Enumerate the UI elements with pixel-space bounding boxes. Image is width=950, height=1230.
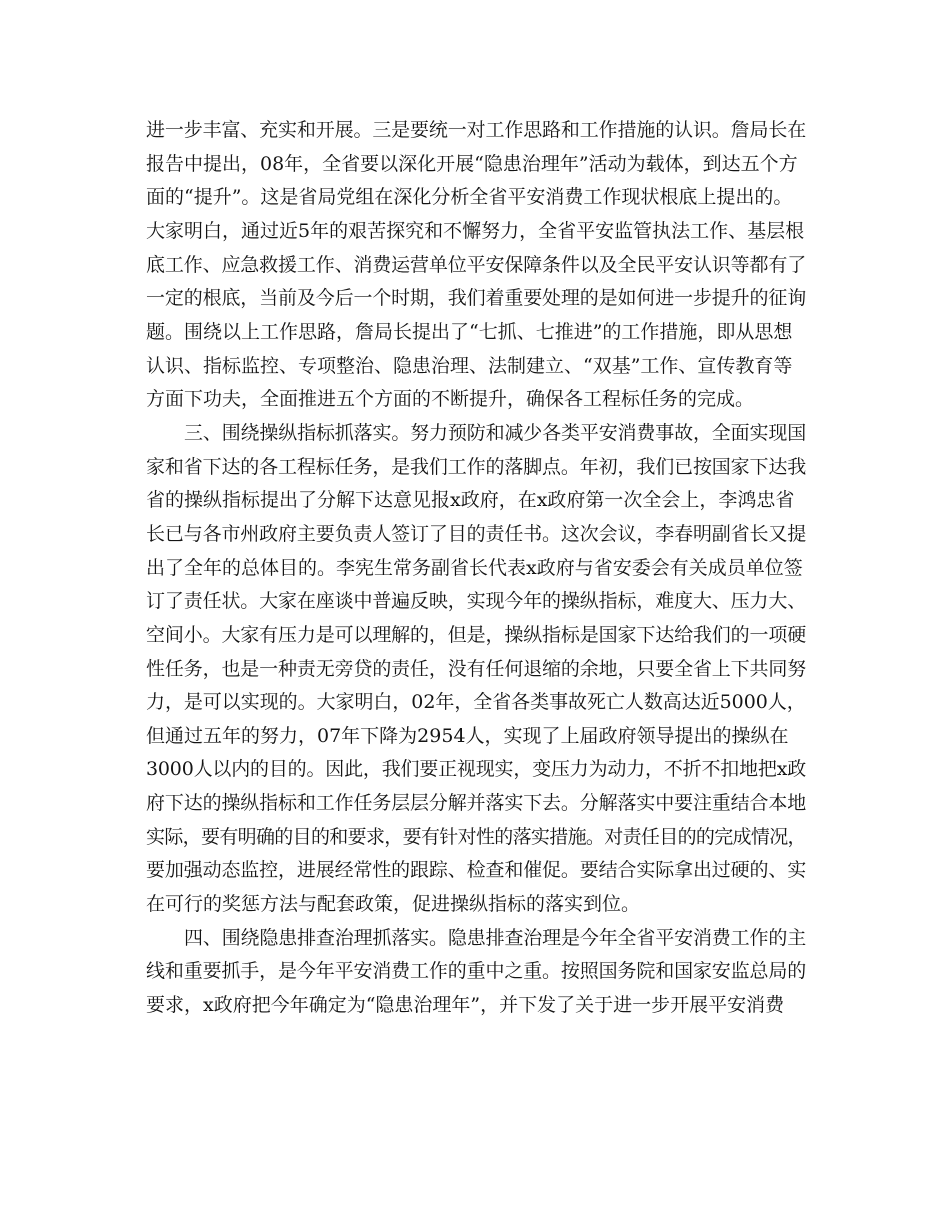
text-line: 报告中提出，08年，全省要以深化开展“隐患治理年”活动为载体，到达五个方 — [146, 152, 798, 175]
text-line: 要求，x政府把今年确定为“隐患治理年”，并下发了关于进一步开展平安消费 — [146, 994, 785, 1017]
text-line: 线和重要抓手，是今年平安消费工作的重中之重。按照国务院和国家安监总局的 — [146, 960, 807, 983]
document-body-text — [146, 114, 806, 1023]
text-line: 题。围绕以上工作思路，詹局长提出了“七抓、七推进”的工作措施，即从思想 — [146, 320, 793, 343]
text-line: 省的操纵指标提出了分解下达意见报x政府，在x政府第一次全会上，李鸿忠省 — [146, 489, 795, 512]
paragraph-first-line: 四、围绕隐患排查治理抓落实。隐患排查治理是今年全省平安消费工作的主 — [184, 926, 807, 949]
text-line: 进一步丰富、充实和开展。三是要统一对工作思路和工作措施的认识。詹局长在 — [146, 119, 807, 141]
text-line: 性任务，也是一种责无旁贷的责任，没有任何退缩的余地，只要全省上下共同努 — [146, 657, 807, 680]
text-line: 家和省下达的各工程标任务，是我们工作的落脚点。年初，我们已按国家下达我 — [146, 455, 807, 478]
text-line: 长已与各市州政府主要负责人签订了目的责任书。这次会议，李春明副省长又提 — [146, 522, 807, 545]
paragraph-first-line: 三、围绕操纵指标抓落实。努力预防和减少各类平安消费事故，全面实现国 — [184, 421, 807, 444]
text-line: 实际，要有明确的目的和要求，要有针对性的落实措施。对责任目的的完成情况， — [146, 825, 806, 848]
text-line: 但通过五年的努力，07年下降为2954人，实现了上届政府领导提出的操纵在 — [146, 724, 789, 747]
text-line: 认识、指标监控、专项整治、隐患治理、法制建立、“双基”工作、宣传教育等 — [146, 354, 793, 377]
text-line: 力，是可以实现的。大家明白，02年，全省各类事故死亡人数高达近5000人， — [146, 691, 806, 714]
text-line: 一定的根底，当前及今后一个时期，我们着重要处理的是如何进一步提升的征询 — [146, 287, 807, 310]
text-line: 要加强动态监控，进展经常性的跟踪、检查和催促。要结合实际拿出过硬的、实 — [146, 859, 807, 882]
text-line: 出了全年的总体目的。李宪生常务副省长代表x政府与省安委会有关成员单位签 — [146, 556, 803, 579]
text-line: 在可行的奖惩方法与配套政策，促进操纵指标的落实到位。 — [146, 893, 641, 916]
text-line: 方面下功夫，全面推进五个方面的不断提升，确保各工程标任务的完成。 — [146, 388, 755, 411]
text-line: 面的“提升”。这是省局党组在深化分析全省平安消费工作现状根底上提出的。 — [146, 186, 793, 209]
text-line: 大家明白，通过近5年的艰苦探究和不懈努力，全省平安监管执法工作、基层根 — [146, 219, 805, 242]
text-line: 3000人以内的目的。因此，我们要正视现实，变压力为动力，不折不扣地把x政 — [146, 758, 807, 781]
text-line: 底工作、应急救援工作、消费运营单位平安保障条件以及全民平安认识等都有了 — [146, 253, 807, 276]
text-line: 订了责任状。大家在座谈中普遍反映，实现今年的操纵指标，难度大、压力大、 — [146, 590, 807, 613]
text-line: 府下达的操纵指标和工作任务层层分解并落实下去。分解落实中要注重结合本地 — [146, 792, 807, 815]
text-line: 空间小。大家有压力是可以理解的，但是，操纵指标是国家下达给我们的一项硬 — [146, 623, 807, 646]
